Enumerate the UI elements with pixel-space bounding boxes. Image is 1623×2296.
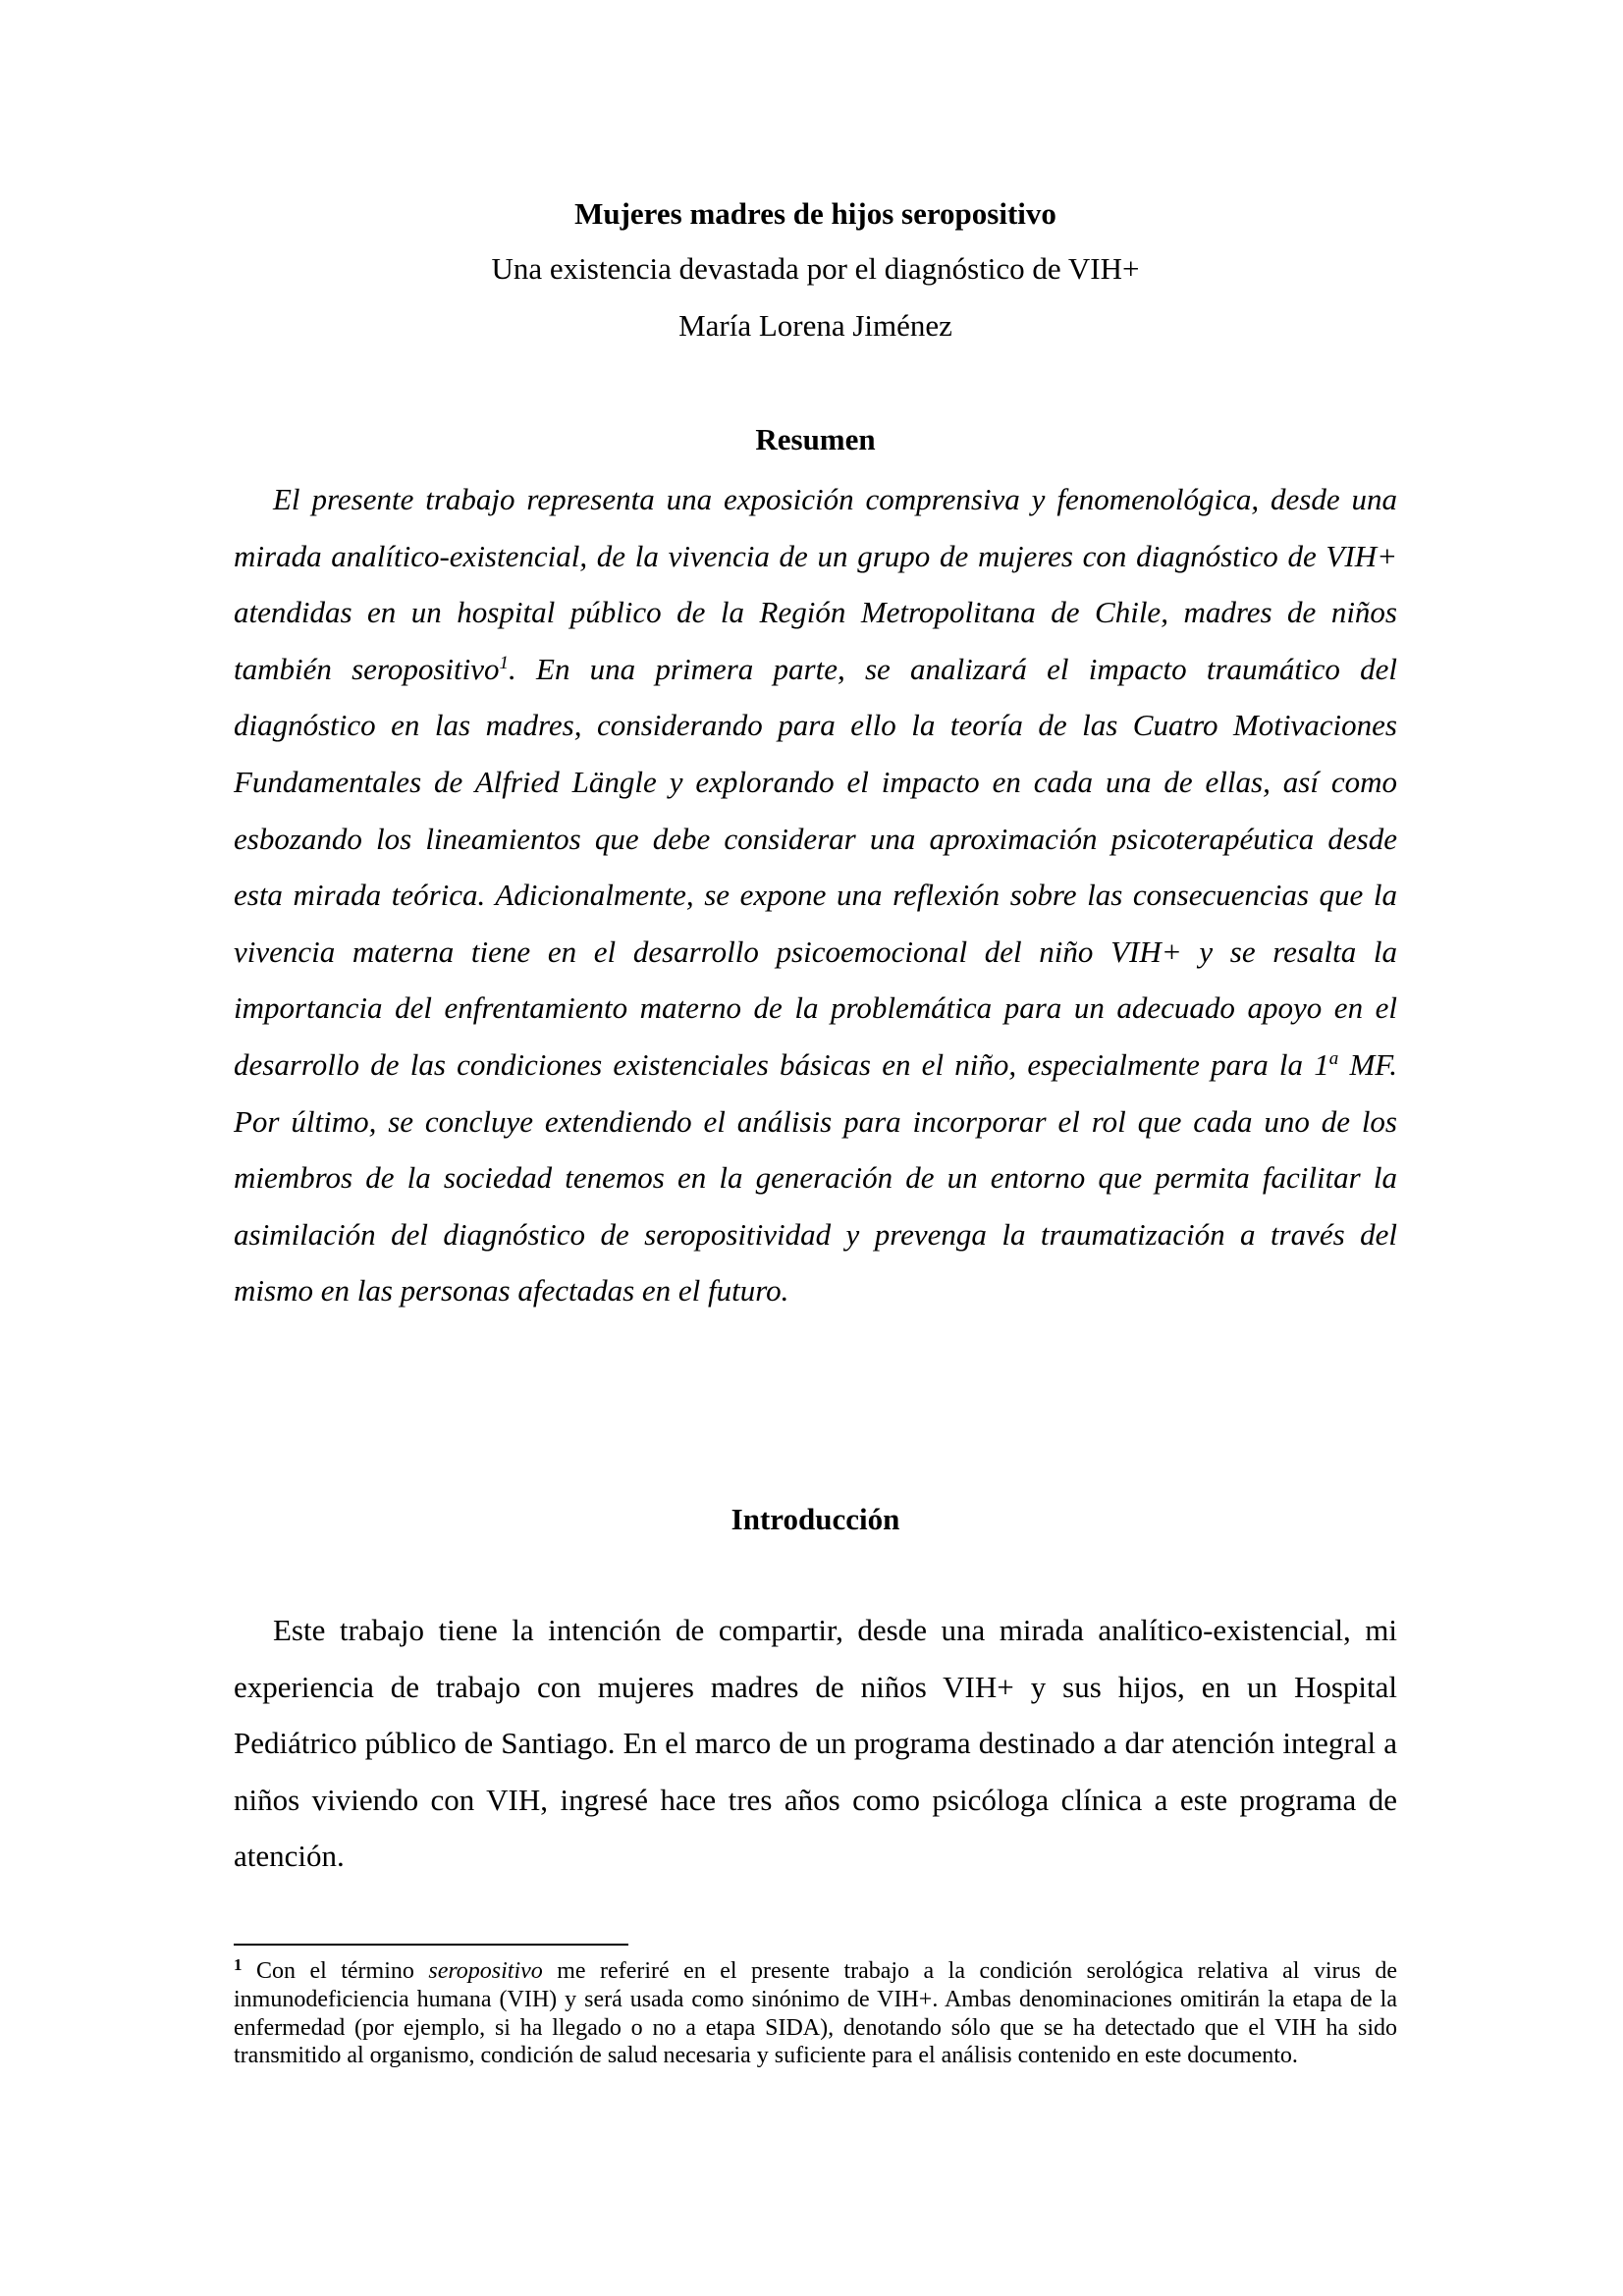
introduction-heading: Introducción: [730, 1502, 900, 1536]
abstract-text-part3: MF. Por último, se concluye extendiendo el análisis para incorporar el rol que cada uno de los miembros de la sociedad tenemos en la generación de un entorno que permita facilitar la asimilación del diagnóstico de seropositividad y prevenga la traumatización a través del mismo en las personas afectadas en el futuro.: [234, 1046, 1397, 1308]
footnote-term: seropositivo: [428, 1958, 543, 1984]
abstract-paragraph: [234, 471, 1397, 1319]
abstract-heading: Resumen: [755, 422, 876, 456]
ordinal-mark: a: [1328, 1047, 1339, 1069]
footnote-reference[interactable]: 1: [499, 652, 510, 673]
document-title: Mujeres madres de hijos seropositivo: [574, 196, 1056, 231]
footnote: [234, 1957, 1397, 2070]
footnote-text-before: Con el término: [242, 1958, 429, 1984]
footnote-text-after: me referiré en el presente trabajo a la condición serológica relativa al virus de inmunodeficiencia humana (VIH) y será usada como sinónimo de VIH+. Ambas denominaciones omitirán la etapa de la enfermedad (por ejemplo, si ha llegado o no a etapa SIDA), denotando sólo que se ha detectado que el VIH ha sido transmitido al organismo, condición de salud necesaria y suficiente para el análisis contenido en este documento.: [234, 1958, 1397, 2069]
abstract-text-part1: El presente trabajo representa una exposición comprensiva y fenomenológica, desde una mirada analítico-existencial, de la vivencia de un grupo de mujeres con diagnóstico de VIH+ atendidas en un hospital público de la Región Metropolitana de Chile, madres de niños también seropositivo: [234, 482, 1397, 686]
footnote-separator: [234, 1944, 628, 1946]
footnote-mark: 1: [234, 1955, 243, 1974]
introduction-paragraph: Este trabajo tiene la intención de compartir, desde una mirada analítico-existencial, mi experiencia de trabajo con mujeres madres de niños VIH+ y sus hijos, en un Hospital Pediátrico público de Santiago. En el marco de un programa destinado a dar atención integral a niños viviendo con VIH, ingresé hace tres años como psicóloga clínica a este programa de atención.: [234, 1613, 1397, 1874]
abstract-text-part2: . En una primera parte, se analizará el impacto traumático del diagnóstico en las madres, considerando para ello la teoría de las Cuatro Motivaciones Fundamentales de Alfried Längle y explorando el impacto en cada una de ellas, así como esbozando los lineamientos que debe considerar una aproximación psicoterapéutica desde esta mirada teórica. Adicionalmente, se expone una reflexión sobre las consecuencias que la vivencia materna tiene en el desarrollo psicoemocional del niño VIH+ y se resalta la importancia del enfrentamiento materno de la problemática para un adecuado apoyo en el desarrollo de las condiciones existenciales básicas en el niño, especialmente para la 1: [234, 651, 1397, 1082]
document-author: María Lorena Jiménez: [678, 308, 952, 343]
document-subtitle: Una existencia devastada por el diagnóstico de VIH+: [491, 251, 1140, 286]
